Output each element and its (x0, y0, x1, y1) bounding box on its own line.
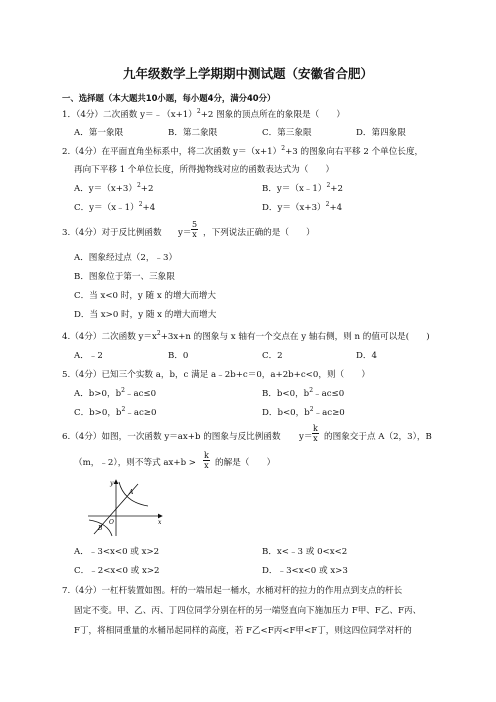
question-2-stem-line2: 再向下平移 1 个单位长度，所得抛物线对应的函数表达式为（ ） (74, 165, 335, 175)
q5-option-d: D．b<0，$b^2﹣ac\ge 0$ (262, 406, 345, 418)
q2-option-b: B．y＝（x﹣1）$^2$+2 (262, 182, 343, 194)
axis-label-y: y (110, 480, 114, 487)
q3-option-c: C．当 x<0 时，y 随 x 的增大而增大 (74, 291, 216, 301)
q5-option-b: B．b<0，$b^2﹣ac\le 0$ (262, 387, 345, 399)
q3-fraction-numerator: 5 (192, 220, 198, 229)
q6-inequality-numerator: k (204, 451, 209, 460)
question-1-stem: 1．（4分）二次函数 $y=﹣(x+1)^2+2$ 图象的顶点所在的象限是（ ） (62, 108, 346, 120)
q1-option-d: D．第四象限 (356, 128, 406, 138)
question-7-line2: 固定不变。甲、乙、丙、丁四位同学分别在杆的另一端竖直向下施加压力 F甲、F乙、F丙、 (74, 606, 422, 616)
page-title: 九年级数学上学期期中测试题（安徽省合肥） (122, 66, 373, 81)
q6-function-graph (86, 476, 166, 538)
question-7-line3: F丁，将相同重量的水桶吊起同样的高度，若 F乙<F丙<F甲<F丁，则这四位同学对杆的 (74, 626, 412, 636)
question-4-stem: 4.（4分）二次函数 $y=x^2+3x+n$ 的图象与 x 轴有一个交点在 y 轴右侧，则 n 的值可以是( ) (62, 330, 430, 342)
hyperbola-branch-q1 (119, 482, 148, 506)
q1-option-b: B．第二象限 (168, 128, 218, 138)
q2-option-a: A．$y=(x+3)^2+2$ (74, 182, 154, 194)
point-a-label: A (129, 489, 134, 496)
q3-y-equals: y＝ (178, 228, 192, 238)
q6-option-d: D．﹣3<x<0 或 x>3 (262, 566, 348, 576)
q6-fraction-numerator: k (313, 424, 318, 433)
q5-option-c: C．b>0，$b^2﹣ac\ge 0$ (74, 406, 157, 418)
question-5-stem: 5.（4分）已知三个实数 a，b，c 满足 a﹣2b+c＝0，a+2b+c<0，则（ ） (62, 370, 370, 380)
q6-inequality-denominator: x (204, 461, 209, 470)
q3-option-b: B．图象位于第一、三象限 (74, 272, 175, 282)
question-7-line1: 7.（4分）一杠杆装置如图。杆的一端吊起一桶水，水桶对杆的拉力的作用点到支点的杆长 (62, 586, 403, 596)
q4-option-a: A．﹣2 (74, 351, 103, 361)
q3-option-d: D．当 x>0 时，y 随 x 的增大而增大 (74, 310, 217, 320)
q2-option-d: D．$y=(x+3)^2+4$ (262, 201, 343, 213)
q1-option-a: A．第一象限 (74, 128, 124, 138)
q6-inequality-fraction (203, 451, 210, 470)
axis-label-x: x (158, 519, 162, 526)
q3-fraction-denominator: x (192, 230, 197, 239)
origin-label: O (109, 519, 114, 526)
question-6-stem-b: 的图象交于点 A（2，3），B (324, 432, 432, 442)
q4-option-d: D．4 (356, 351, 377, 361)
q6-option-b: B．x<﹣3 或 0<x<2 (262, 547, 348, 557)
q1-option-c: C．第三象限 (262, 128, 312, 138)
question-6-stem-line2-a: （m，﹣2），则不等式 ax+b > (74, 458, 196, 468)
q6-option-a: A．﹣3<x<0 或 x>2 (74, 547, 160, 557)
question-3-stem-b: ，下列说法正确的是（ ） (203, 228, 315, 238)
question-3-stem-a: 3.（4分）对于反比例函数 (62, 228, 162, 238)
q2-option-c: C．y＝（x﹣1）$^2$+4 (74, 201, 156, 213)
q6-y-equals: y＝ (299, 432, 313, 442)
q6-fraction (312, 424, 319, 443)
q4-option-c: C．2 (262, 351, 283, 361)
q6-option-c: C．﹣2<x<0 或 x>2 (74, 566, 160, 576)
q4-option-b: B．0 (168, 351, 189, 361)
section-heading: 一、选择题（本大题共10小题，每小题4分，满分40分） (62, 93, 276, 103)
point-b-label: B (98, 525, 103, 532)
q3-fraction (191, 220, 198, 239)
q3-option-a: A．图象经过点（2，﹣3） (74, 253, 178, 263)
q5-option-a: A．b>0，$b^2﹣ac\le 0$ (74, 387, 157, 399)
question-2-stem: 2.（4分）在平面直角坐标系中，将二次函数 $y=(x+1)^2+3$ 的图象向右平移 2 个单位长度， (62, 145, 424, 157)
question-6-stem-a: 6.（4分）如图，一次函数 y＝ax+b 的图象与反比例函数 (62, 432, 281, 442)
q6-fraction-denominator: x (313, 434, 318, 443)
question-6-stem-line2-b: 的解是（ ） (215, 458, 276, 468)
